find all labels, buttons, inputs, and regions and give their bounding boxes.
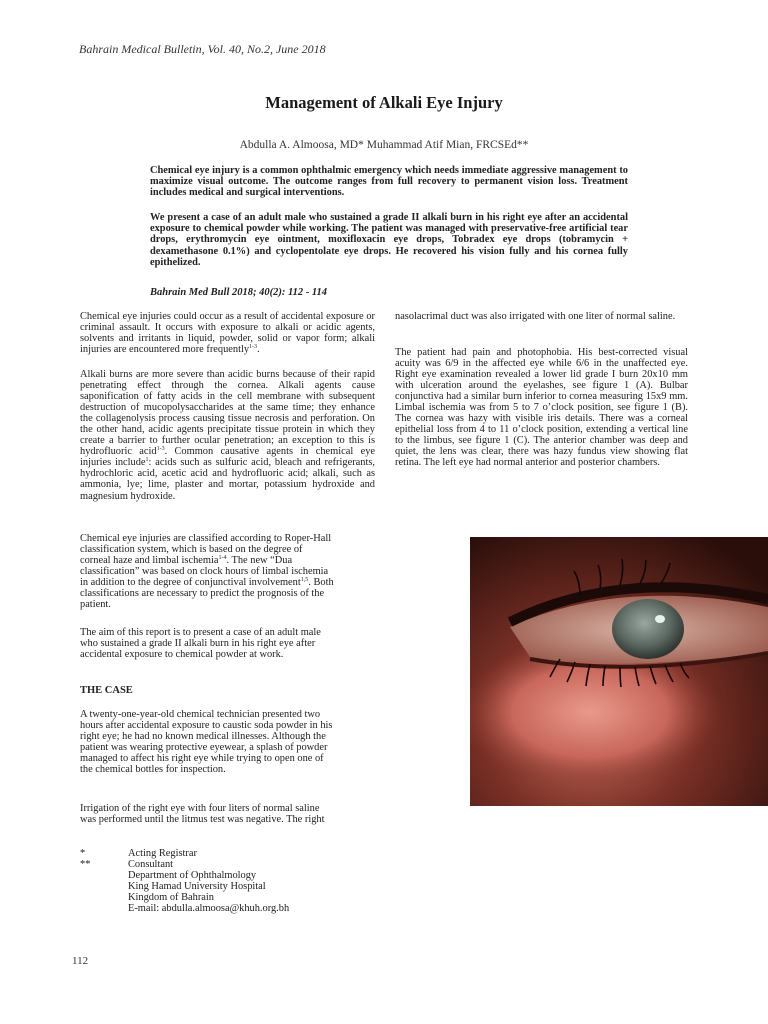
intro-paragraph-2: Alkali burns are more severe than acidic burns because of their rapid penetrating effect through the cornea. Alkali agents cause saponification of fatty acids in the cell membrane with subsequent destruction of mucopolysaccharides at the same time; they enhance the collagenolysis process causing tissue necrosis and perforation. On the other hand, acidic agents precipitate tissue protein in which they create a barrier to further ocular penetration; an exception to this is hydrofluoric acid$^{1-3}$. Common causative agents in chemical eye injuries include$^1$: acids such as sulfuric acid, bleach and refrigerants, hydrochloric acid, acetic acid and hydrofluoric acid; alkali, such as ammonia, lye; lime, plaster and mortar, potassium hydroxide and magnesium hydroxide.	[80, 369, 375, 502]
intro-paragraph-1: Chemical eye injuries could occur as a result of accidental exposure or criminal assault. It occurs with exposure to alkali or acidic agents, solvents and irritants in liquid, powder, solid or vapor form; alkali injuries are encountered more frequently$^{1-3}$.	[80, 311, 375, 356]
eye-photo-illustration	[470, 537, 768, 806]
journal-header: Bahrain Medical Bulletin, Vol. 40, No.2, June 2018	[79, 42, 326, 56]
abstract-paragraph-1: Chemical eye injury is a common ophthalmic emergency which needs immediate aggressive management to maximize visual outcome. The outcome ranges from full recovery to permanent vision loss. Treatment includes medical and surgical interventions.	[150, 165, 628, 199]
section-heading-the-case: THE CASE	[80, 685, 133, 696]
article-title: Management of Alkali Eye Injury	[265, 93, 503, 112]
intro-paragraph-4: The aim of this report is to present a case of an adult male who sustained a grade II alkali burn in his right eye after accidental exposure to chemical powder at work.	[80, 627, 321, 661]
eye-cornea	[612, 599, 684, 659]
footnote-department: Department of Ophthalmology	[128, 870, 257, 881]
intro-paragraph-3: Chemical eye injuries are classified according to Roper-Hall classification system, which is based on the degree of corneal haze and limbal ischemia$^{1-4}$. The new “Dua classification” was based on clock hours of limbal ischemia in addition to the degree of conjunctival involvement$^{1,5}$. Both classifications are necessary to predict the prognosis of the patient.	[80, 533, 334, 611]
footnote-marker-2: **	[80, 859, 91, 870]
corneal-reflection	[655, 615, 665, 623]
eye-injury-photograph	[470, 537, 768, 806]
footnote-consultant: Consultant	[128, 859, 174, 870]
citation-line: Bahrain Med Bull 2018; 40(2): 112 - 114	[150, 287, 328, 298]
footnote-marker-1: *	[80, 848, 86, 859]
footnote-email: E-mail: abdulla.almoosa@khuh.org.bh	[128, 903, 290, 914]
page-number: 112	[72, 955, 89, 967]
footnotes	[0, 848, 400, 928]
footnote-hospital: King Hamad University Hospital	[128, 881, 266, 892]
case-paragraph-1: A twenty-one-year-old chemical technician presented two hours after accidental exposure to caustic soda powder in his right eye; he had no known medical illnesses. Although the patient was wearing protective eyewear, a splash of powder managed to affect his right eye while trying to open one of the chemical bottles for inspection.	[80, 709, 333, 776]
case-paragraph-4: The patient had pain and photophobia. His best-corrected visual acuity was 6/9 in the affected eye while 6/6 in the unaffected eye. Right eye examination revealed a lower lid grade I burn 20x10 mm with ulceration around the eyelashes, see figure 1 (A). Bulbar conjunctiva had a similar burn inferior to cornea measuring 15x9 mm. Limbal ischemia was from 5 to 7 o’clock position, see figure 1 (B). The cornea was hazy with visible iris details. There was a corneal epithelial loss from 4 to 11 o’clock position, extending a vertical line to the limbus, see figure 1 (C). The anterior chamber was deep and quiet, the lens was clear, there was hazy fundus view showing flat retina. The left eye had normal anterior and posterior chambers.	[395, 347, 688, 469]
footnote-acting-registrar: Acting Registrar	[128, 848, 197, 859]
case-paragraph-3: nasolacrimal duct was also irrigated with one liter of normal saline.	[395, 311, 676, 322]
footnote-country: Kingdom of Bahrain	[128, 892, 214, 903]
author-line: Abdulla A. Almoosa, MD* Muhammad Atif Mian, FRCSEd**	[239, 139, 529, 151]
abstract-paragraph-2: We present a case of an adult male who sustained a grade II alkali burn in his right eye after an accidental exposure to chemical powder while working. The patient was managed with preservative-free artificial tear drops, erythromycin eye ointment, moxifloxacin eye drops, Tobradex eye drops (tobramycin + dexamethasone 0.1%) and cyclopentolate eye drops. He recovered his vision fully and his cornea fully epithelized.	[150, 212, 628, 268]
case-paragraph-2: Irrigation of the right eye with four liters of normal saline was performed until the litmus test was negative. The right	[80, 803, 325, 826]
